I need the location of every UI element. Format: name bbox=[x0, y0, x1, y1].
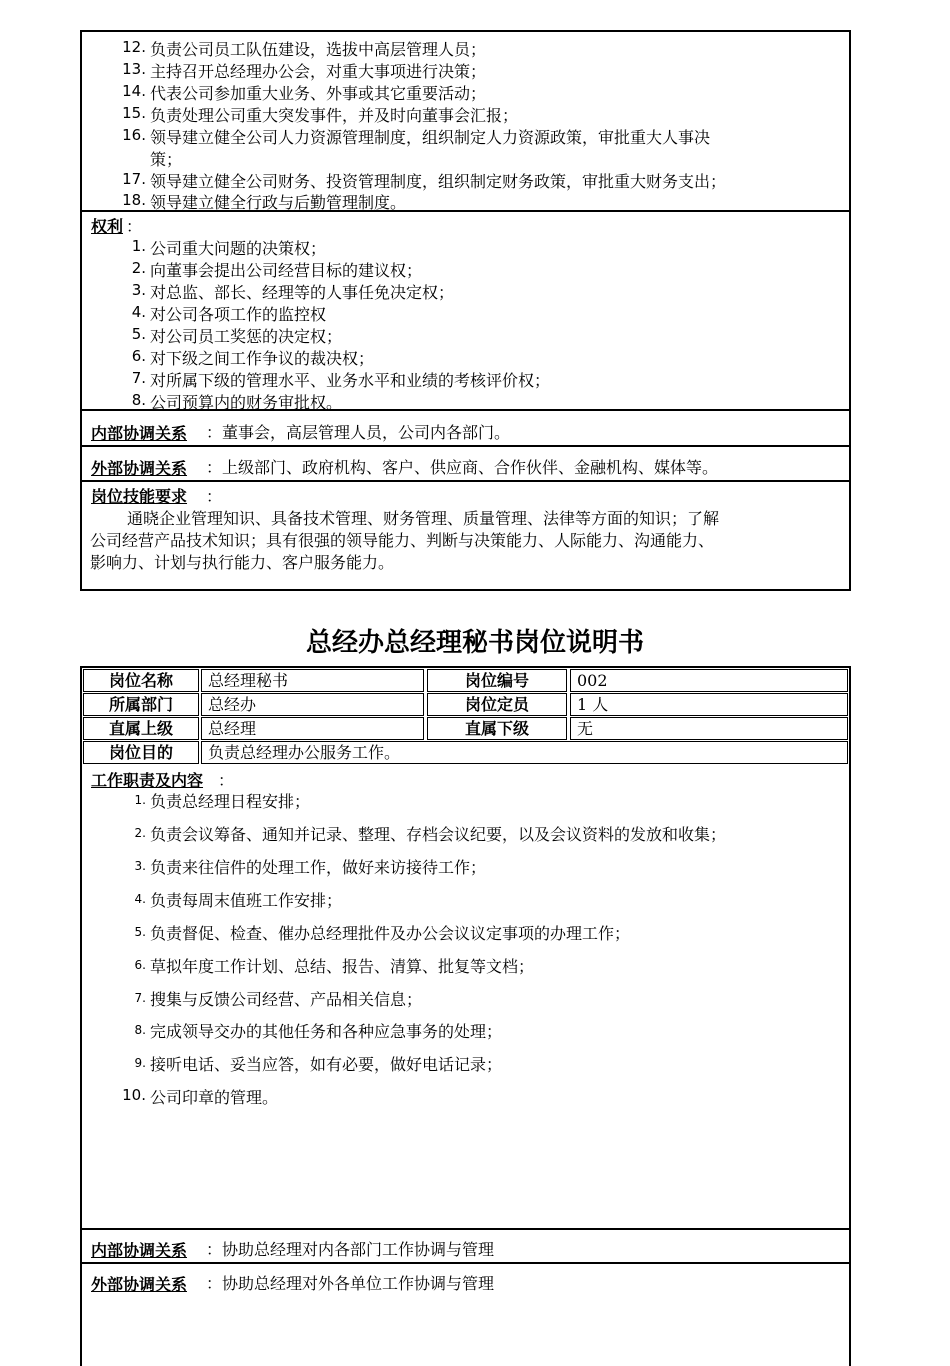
table-value-cell: 无 bbox=[570, 717, 848, 740]
divider bbox=[80, 1228, 851, 1230]
list-item: 对公司员工奖惩的决定权； bbox=[150, 327, 343, 346]
list-item: 主持召开总经理办公会，对重大事项进行决策； bbox=[150, 62, 487, 81]
external-coordination-label: 外部协调关系 bbox=[91, 459, 188, 478]
list-item: 对下级之间工作争议的裁决权； bbox=[150, 349, 375, 368]
list-item: 领导建立健全公司人力资源管理制度，组织制定人力资源政策，审批重大人事决 bbox=[150, 128, 711, 147]
list-item: 对所属下级的管理水平、业务水平和业绩的考核评价权； bbox=[150, 371, 551, 390]
skills-label: 岗位技能要求 bbox=[91, 487, 188, 506]
table-header-cell: 直属下级 bbox=[427, 717, 567, 740]
internal-coordination-value: ：协助总经理对内各部门工作协调与管理 bbox=[206, 1240, 495, 1259]
list-item: 负责每周末值班工作安排； bbox=[150, 891, 343, 910]
list-item-number: 7. bbox=[134, 991, 146, 1005]
internal-coordination-label: 内部协调关系 bbox=[91, 1241, 188, 1260]
list-item-number: 5. bbox=[131, 325, 146, 343]
list-item: 对总监、部长、经理等的人事任免决定权； bbox=[150, 283, 455, 302]
list-item: 完成领导交办的其他任务和各种应急事务的处理； bbox=[150, 1022, 503, 1041]
list-item: 搜集与反馈公司经营、产品相关信息； bbox=[150, 990, 423, 1009]
external-coordination-value: ：协助总经理对外各单位工作协调与管理 bbox=[206, 1274, 495, 1293]
external-coordination-label: 外部协调关系 bbox=[91, 1275, 188, 1294]
list-item: 向董事会提出公司经营目标的建议权； bbox=[150, 261, 423, 280]
list-item: 负责处理公司重大突发事件，并及时向董事会汇报； bbox=[150, 106, 519, 125]
list-item-number: 18. bbox=[122, 191, 146, 209]
list-item-number: 1. bbox=[131, 237, 146, 255]
list-item-number: 6. bbox=[131, 347, 146, 365]
duties-label: 工作职责及内容 bbox=[91, 771, 204, 790]
document-title: 总经办总经理秘书岗位说明书 bbox=[305, 628, 644, 658]
table-header-cell: 所属部门 bbox=[83, 693, 199, 716]
divider bbox=[80, 210, 851, 212]
table-value-cell: 总经理 bbox=[201, 717, 424, 740]
list-item: 接听电话、妥当应答，如有必要，做好电话记录； bbox=[150, 1055, 503, 1074]
list-item-number: 15. bbox=[122, 104, 146, 122]
list-item: 草拟年度工作计划、总结、报告、清算、批复等文档； bbox=[150, 957, 535, 976]
duties-colon: ： bbox=[218, 771, 235, 790]
list-item: 负责会议筹备、通知并记录、整理、存档会议纪要，以及会议资料的发放和收集； bbox=[150, 825, 727, 844]
list-item: 负责公司员工队伍建设，选拔中高层管理人员； bbox=[150, 40, 487, 59]
list-item-continuation: 策； bbox=[150, 150, 183, 169]
list-item-number: 12. bbox=[122, 38, 146, 56]
divider bbox=[80, 409, 851, 411]
list-item: 代表公司参加重大业务、外事或其它重要活动； bbox=[150, 84, 487, 103]
table-value-cell: 总经理秘书 bbox=[201, 669, 424, 692]
list-item: 公司印章的管理。 bbox=[150, 1088, 279, 1107]
list-item-number: 9. bbox=[134, 1056, 146, 1070]
list-item: 公司重大问题的决策权； bbox=[150, 239, 327, 258]
table-header-cell: 岗位目的 bbox=[83, 741, 199, 764]
list-item-number: 6. bbox=[134, 958, 146, 972]
table-header-cell: 岗位定员 bbox=[427, 693, 567, 716]
table-header-cell: 直属上级 bbox=[83, 717, 199, 740]
list-item-number: 16. bbox=[122, 126, 146, 144]
table-value-cell: 002 bbox=[570, 669, 848, 692]
table-value-cell: 1 人 bbox=[570, 693, 848, 716]
list-item: 公司预算内的财务审批权。 bbox=[150, 393, 343, 412]
list-item-number: 1. bbox=[134, 793, 146, 807]
rights-colon: ： bbox=[126, 217, 143, 236]
list-item: 负责来往信件的处理工作，做好来访接待工作； bbox=[150, 858, 487, 877]
list-item-number: 13. bbox=[122, 60, 146, 78]
list-item-number: 2. bbox=[134, 826, 146, 840]
list-item-number: 7. bbox=[131, 369, 146, 387]
internal-coordination-value: ：董事会，高层管理人员，公司内各部门。 bbox=[206, 423, 511, 442]
list-item-number: 4. bbox=[134, 892, 146, 906]
list-item-number: 14. bbox=[122, 82, 146, 100]
skills-text-line: 影响力、计划与执行能力、客户服务能力。 bbox=[90, 553, 395, 572]
external-coordination-value: ：上级部门、政府机构、客户、供应商、合作伙伴、金融机构、媒体等。 bbox=[206, 458, 719, 477]
table-value-cell: 总经办 bbox=[201, 693, 424, 716]
skills-text-line: 通晓企业管理知识、具备技术管理、财务管理、质量管理、法律等方面的知识；了解 bbox=[127, 509, 720, 528]
list-item: 负责督促、检查、催办总经理批件及办公会议议定事项的办理工作； bbox=[150, 924, 631, 943]
list-item: 负责总经理日程安排； bbox=[150, 792, 311, 811]
divider bbox=[80, 445, 851, 447]
skills-colon: ： bbox=[206, 487, 223, 506]
table-value-cell: 负责总经理办公服务工作。 bbox=[201, 741, 848, 764]
list-item-number: 10. bbox=[122, 1086, 146, 1104]
list-item: 对公司各项工作的监控权 bbox=[150, 305, 327, 324]
list-item-number: 17. bbox=[122, 170, 146, 188]
list-item-number: 8. bbox=[134, 1023, 146, 1037]
list-item-number: 3. bbox=[131, 281, 146, 299]
list-item: 领导建立健全公司财务、投资管理制度，组织制定财务政策，审批重大财务支出； bbox=[150, 172, 727, 191]
list-item-number: 2. bbox=[131, 259, 146, 277]
list-item-number: 4. bbox=[131, 303, 146, 321]
divider bbox=[80, 1262, 851, 1264]
skills-text-line: 公司经营产品技术知识；具有很强的领导能力、判断与决策能力、人际能力、沟通能力、 bbox=[90, 531, 715, 550]
rights-label: 权利 bbox=[91, 217, 124, 236]
list-item: 领导建立健全行政与后勤管理制度。 bbox=[150, 193, 407, 212]
list-item-number: 3. bbox=[134, 859, 146, 873]
list-item-number: 5. bbox=[134, 925, 146, 939]
table-header-cell: 岗位名称 bbox=[83, 669, 199, 692]
table-header-cell: 岗位编号 bbox=[427, 669, 567, 692]
list-item-number: 8. bbox=[131, 391, 146, 409]
internal-coordination-label: 内部协调关系 bbox=[91, 424, 188, 443]
divider bbox=[80, 480, 851, 482]
